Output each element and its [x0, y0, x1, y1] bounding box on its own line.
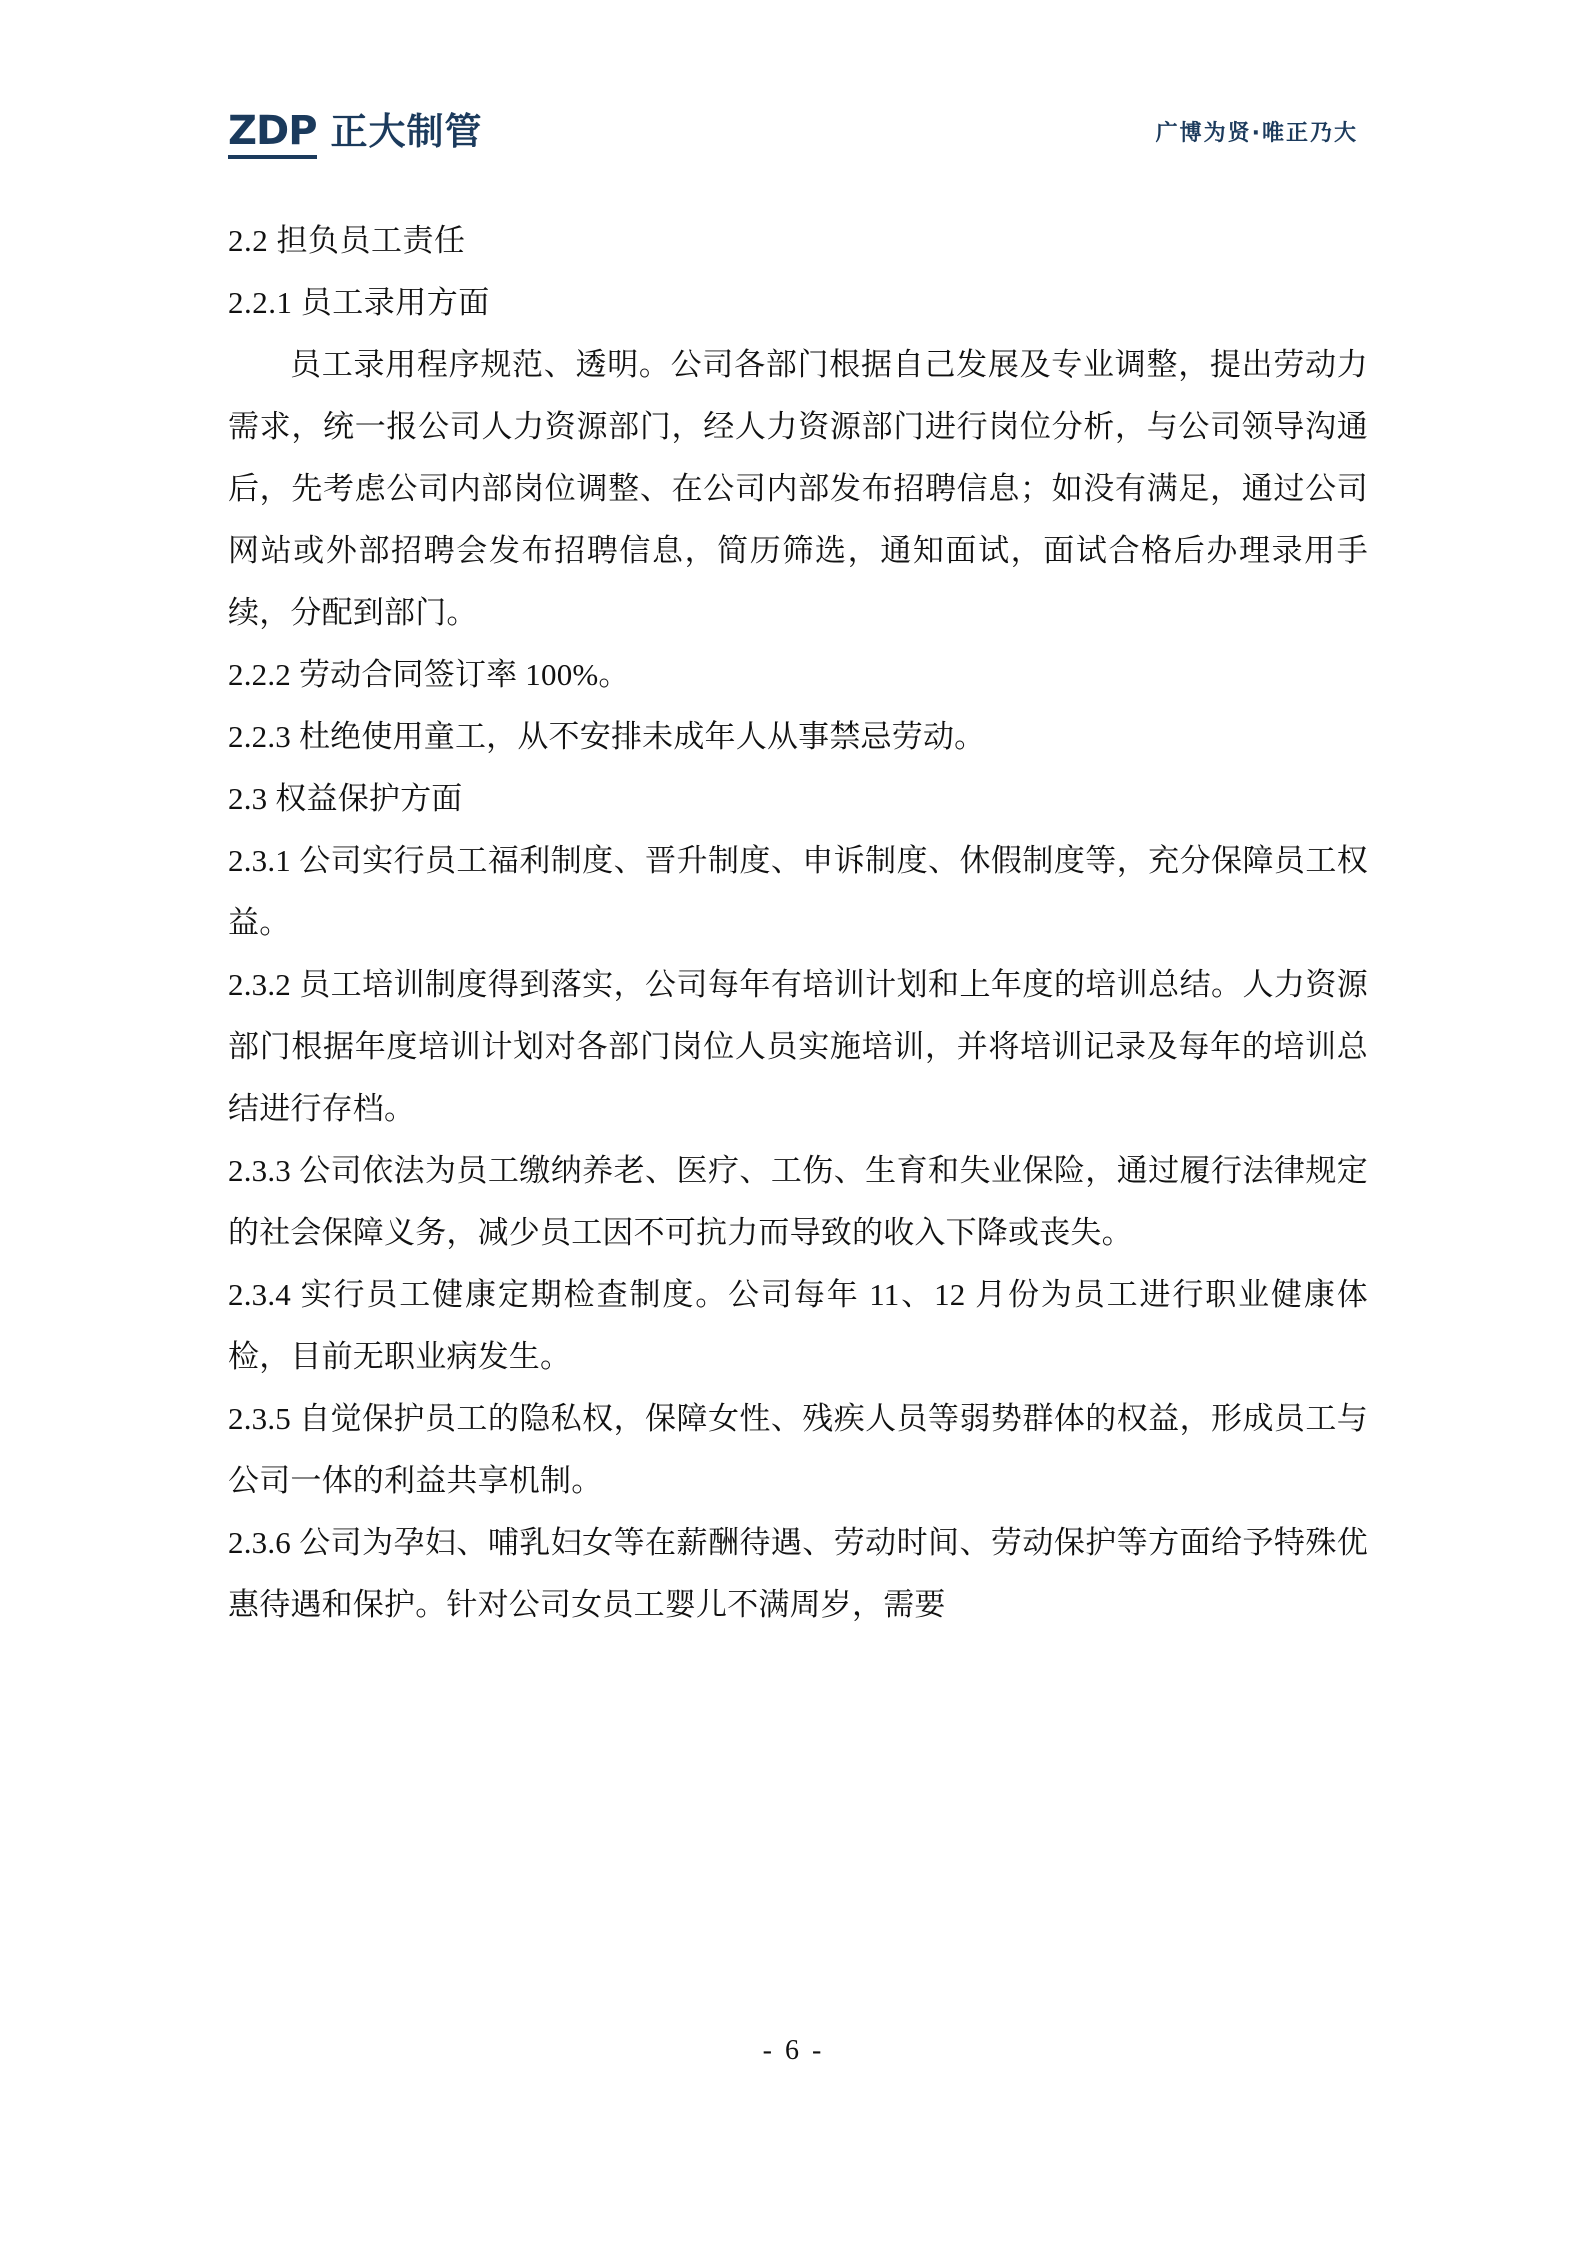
heading-2-2: 2.2 担负员工责任 — [228, 223, 466, 258]
para-2-2-1-body: 员工录用程序规范、透明。公司各部门根据自己发展及专业调整，提出劳动力需求，统一报公司人力资源部门，经人力资源部门进行岗位分析，与公司领导沟通后，先考虑公司内部岗位调整、在公司内部发布招聘信息；如没有满足，通过公司网站或外部招聘会发布招聘信息，简历筛选，通知面试，面试合格后办理录用手续，分配到部门。 — [228, 347, 1368, 630]
page-header — [228, 100, 1358, 162]
para-2-3-4: 2.3.4 实行员工健康定期检查制度。公司每年 11、12 月份为员工进行职业健康体检，目前无职业病发生。 — [228, 1277, 1368, 1374]
para-2-3-3: 2.3.3 公司依法为员工缴纳养老、医疗、工伤、生育和失业保险，通过履行法律规定的社会保障义务，减少员工因不可抗力而导致的收入下降或丧失。 — [228, 1153, 1368, 1250]
heading-2-3: 2.3 权益保护方面 — [228, 781, 463, 816]
para-2-2-2: 2.2.2 劳动合同签订率 100%。 — [228, 657, 630, 692]
heading-2-2-1: 2.2.1 员工录用方面 — [228, 285, 490, 320]
para-2-3-5: 2.3.5 自觉保护员工的隐私权，保障女性、残疾人员等弱势群体的权益，形成员工与公司一体的利益共享机制。 — [228, 1401, 1368, 1498]
document-body — [228, 210, 1368, 1636]
para-2-3-6: 2.3.6 公司为孕妇、哺乳妇女等在薪酬待遇、劳动时间、劳动保护等方面给予特殊优惠待遇和保护。针对公司女员工婴儿不满周岁，需要 — [228, 1525, 1368, 1622]
para-2-3-2: 2.3.2 员工培训制度得到落实，公司每年有培训计划和上年度的培训总结。人力资源部门根据年度培训计划对各部门岗位人员实施培训，并将培训记录及每年的培训总结进行存档。 — [228, 967, 1368, 1126]
para-2-2-3: 2.2.3 杜绝使用童工，从不安排未成年人从事禁忌劳动。 — [228, 719, 986, 754]
logo-zdp-icon: ZDP — [228, 108, 317, 154]
para-2-3-1: 2.3.1 公司实行员工福利制度、晋升制度、申诉制度、休假制度等，充分保障员工权益。 — [228, 843, 1368, 940]
page-number: - 6 - — [762, 2035, 825, 2066]
company-slogan: 广博为贤·唯正乃大 — [1155, 120, 1358, 146]
company-logo — [228, 109, 483, 153]
logo-company-name: 正大制管 — [330, 109, 483, 153]
